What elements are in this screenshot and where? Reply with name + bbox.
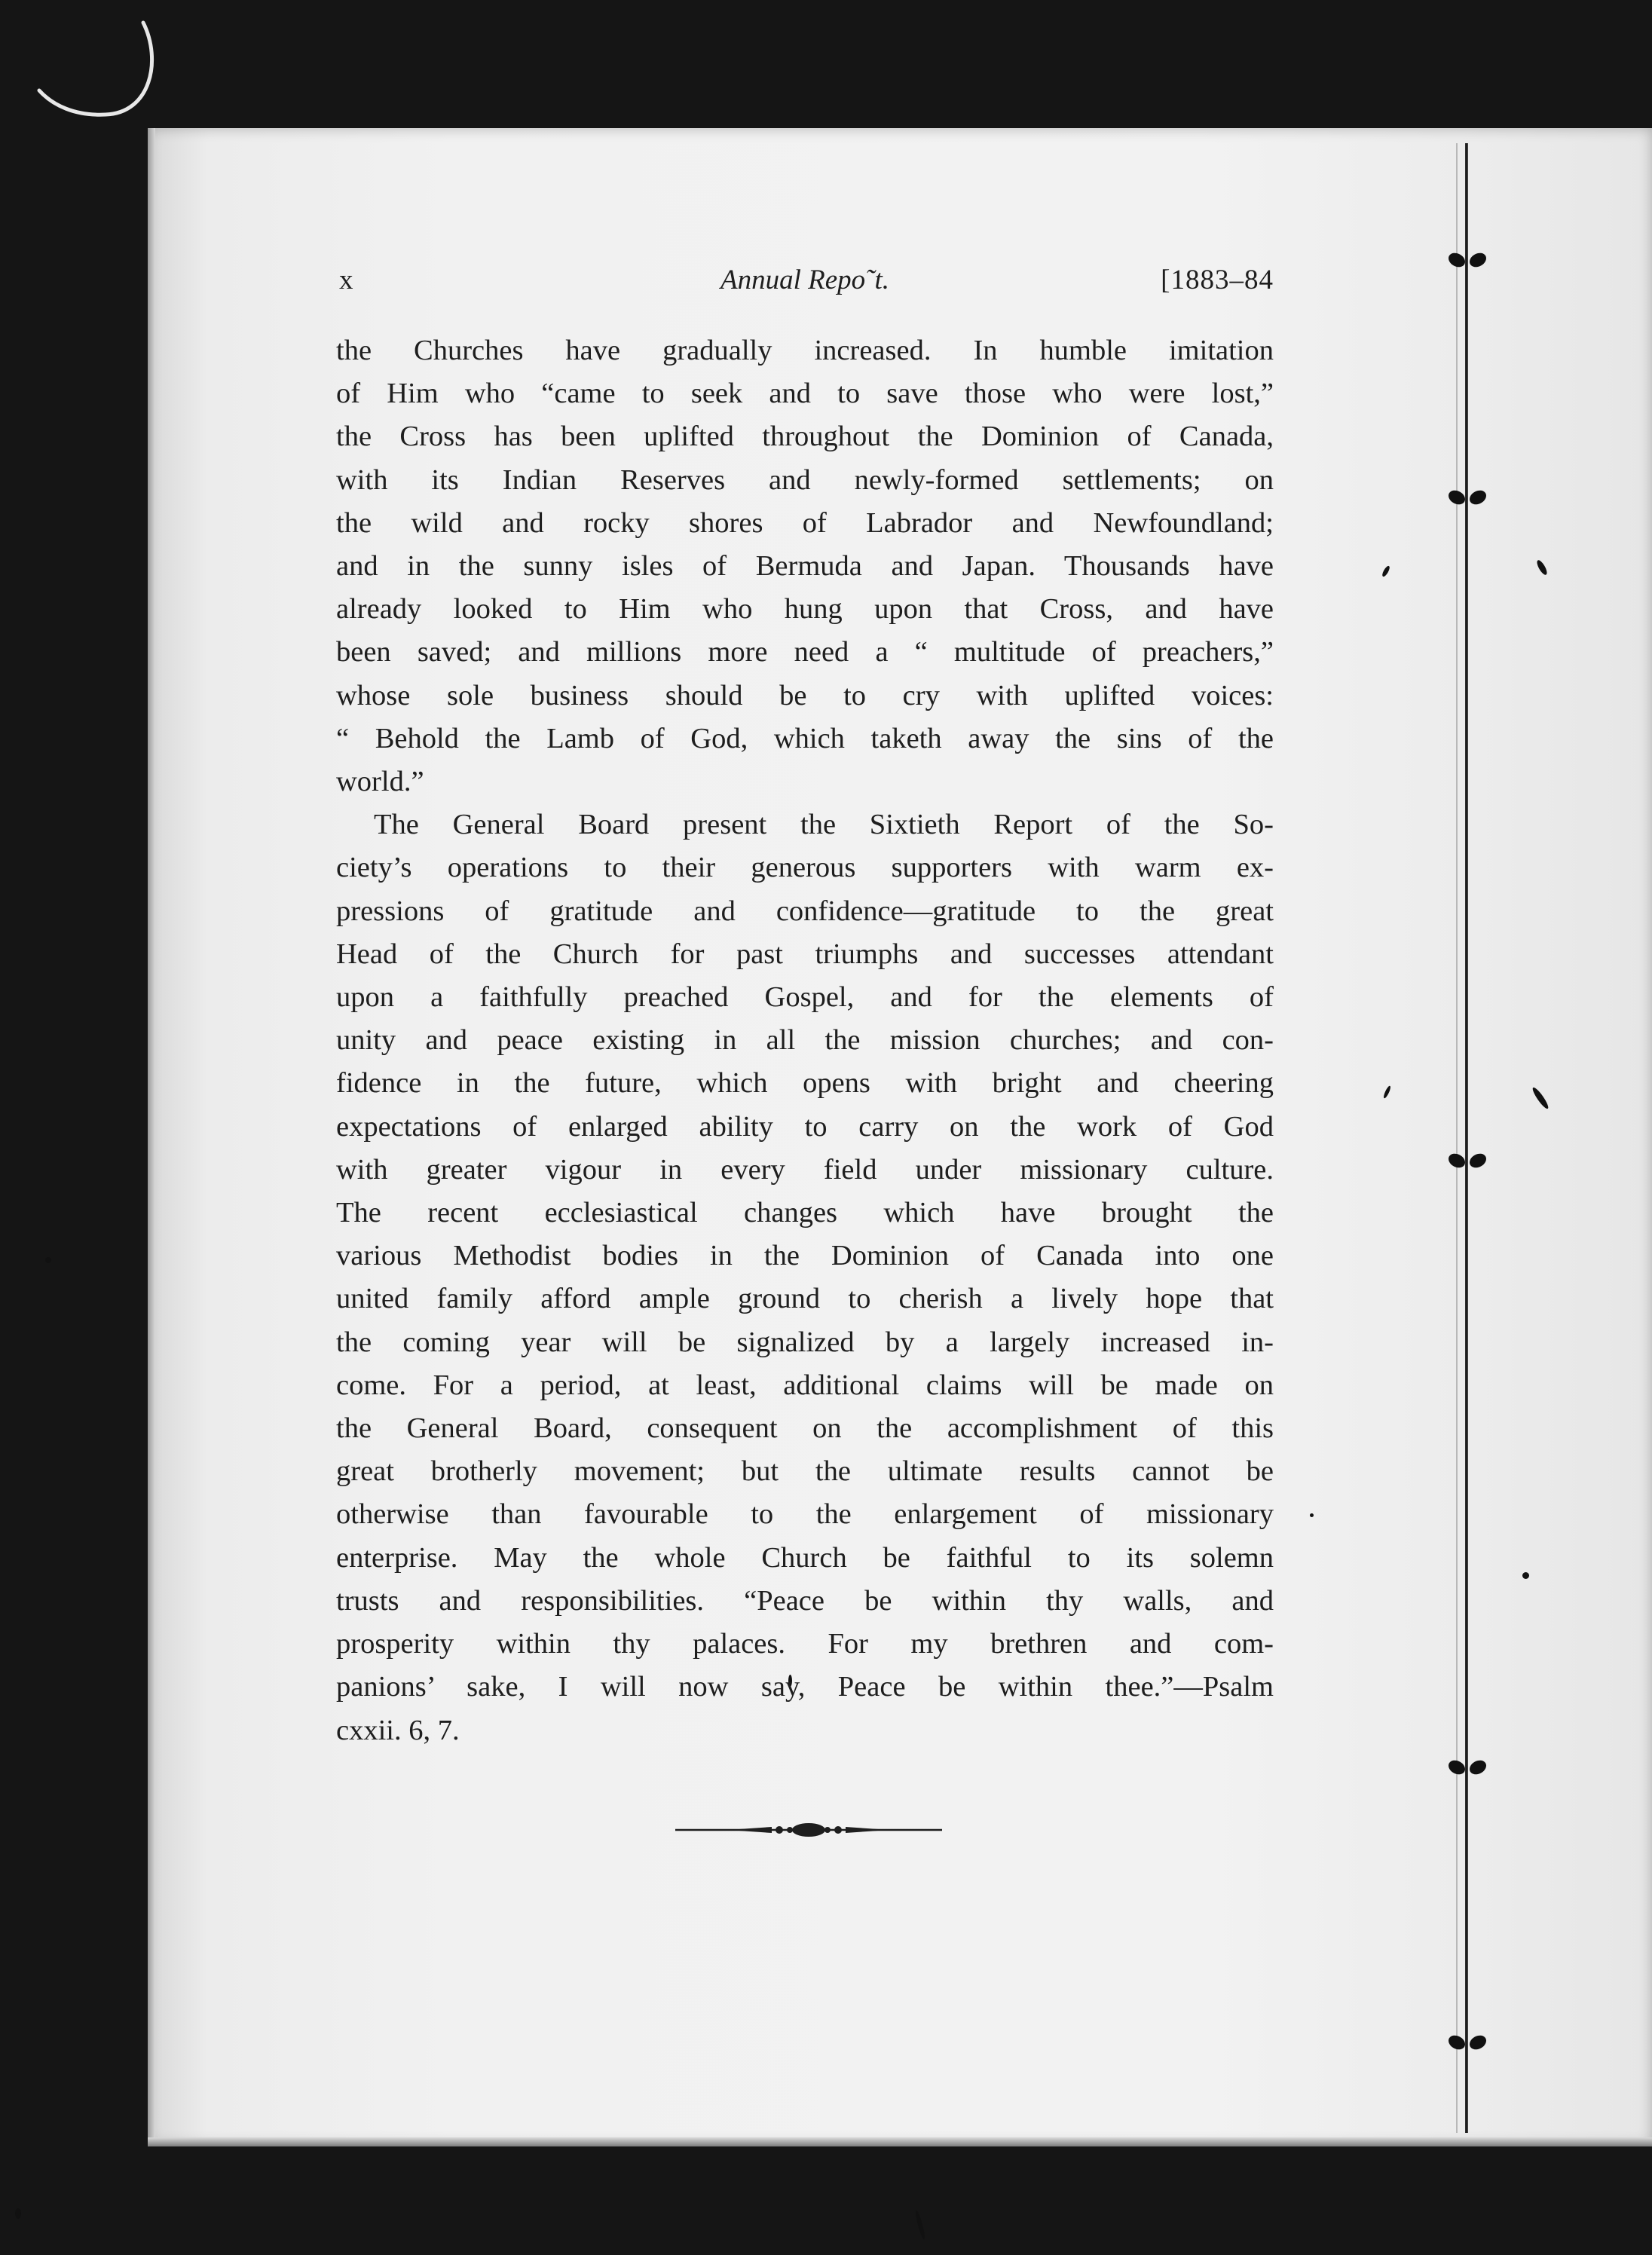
scan-speck (1522, 1572, 1529, 1579)
scan-speck (15, 2208, 21, 2219)
binding-gutter-shadow (1456, 143, 1458, 2133)
text-line: of Him who “came to seek and to save those who were lost,” (336, 378, 1274, 410)
year-range: [1883–84 (1161, 265, 1274, 295)
text-line: the Churches have gradually increased. In humble imitation (336, 335, 1274, 366)
binding-gutter (1465, 143, 1468, 2133)
text-line: cxxii. 6, 7. (336, 1714, 460, 1746)
binding-stitch (1447, 249, 1488, 271)
text-line: come. For a period, at least, additional claims will be made on (336, 1369, 1274, 1401)
scan-curve-mark (30, 15, 166, 121)
text-line: the Cross has been uplifted throughout the Dominion of Canada, (336, 421, 1274, 453)
text-line: great brotherly movement; but the ultimate results cannot be (336, 1455, 1274, 1488)
text-line: various Methodist bodies in the Dominion of Canada into one (336, 1240, 1274, 1272)
page-left-edge (148, 128, 155, 2145)
text-line: prosperity within thy palaces. For my brethren and com- (336, 1628, 1274, 1660)
text-line: fidence in the future, which opens with bright and cheering (336, 1067, 1274, 1100)
text-line: unity and peace existing in all the mission churches; and con- (336, 1024, 1274, 1057)
binding-stitch (1447, 1149, 1488, 1172)
text-line: the General Board, consequent on the accomplishment of this (336, 1412, 1274, 1445)
page-bottom-edge (148, 2137, 1652, 2146)
scan-speck (1310, 1513, 1314, 1517)
body-text (336, 329, 1274, 1752)
text-line: been saved; and millions more need a “ multitude of preachers,” (336, 636, 1274, 669)
text-line: otherwise than favourable to the enlargement of missionary (336, 1498, 1274, 1531)
binding-stitch (1447, 2031, 1488, 2054)
text-line: trusts and responsibilities. “Peace be within thy walls, and (336, 1584, 1274, 1617)
text-line: upon a faithfully preached Gospel, and for the elements of (336, 981, 1274, 1014)
binding-stitch (1447, 486, 1488, 509)
text-line: pressions of gratitude and confidence—gratitude to the great (336, 895, 1274, 927)
text-line: and in the sunny isles of Bermuda and Japan. Thousands have (336, 550, 1274, 583)
text-line: united family afford ample ground to cherish a lively hope that (336, 1283, 1274, 1315)
text-line: Head of the Church for past triumphs and successes attendant (336, 938, 1274, 970)
text-line: panions’ sake, I will now say, Peace be within thee.”—Psalm (336, 1671, 1274, 1703)
closing-rule-ornament (675, 1816, 942, 1843)
page-number: x (339, 265, 353, 295)
text-line: world.” (336, 766, 424, 798)
scan-speck (45, 1257, 51, 1263)
text-line: whose sole business should be to cry with uplifted voices: (336, 679, 1274, 711)
text-line: ciety’s operations to their generous supporters with warm ex- (336, 852, 1274, 884)
paragraph (336, 329, 1274, 803)
text-line: already looked to Him who hung upon that Cross, and have (336, 593, 1274, 626)
text-line: with greater vigour in every field under missionary culture. (336, 1153, 1274, 1186)
text-line: “ Behold the Lamb of God, which taketh away the sins of the (336, 722, 1274, 754)
paragraph (336, 803, 1274, 1752)
text-line: The General Board present the Sixtieth Report of the So- (374, 809, 1274, 841)
running-header (336, 264, 1274, 301)
text-line: enterprise. May the whole Church be faithful to its solemn (336, 1541, 1274, 1574)
text-line: The recent ecclesiastical changes which have brought the (336, 1197, 1274, 1229)
binding-stitch (1447, 1756, 1488, 1779)
text-line: the coming year will be signalized by a largely increased in- (336, 1326, 1274, 1358)
running-title: Annual Repo˜t. (720, 265, 889, 295)
text-line: with its Indian Reserves and newly-formed settlements; on (336, 464, 1274, 496)
text-line: the wild and rocky shores of Labrador and Newfoundland; (336, 506, 1274, 539)
text-line: expectations of enlarged ability to carry on the work of God (336, 1110, 1274, 1143)
